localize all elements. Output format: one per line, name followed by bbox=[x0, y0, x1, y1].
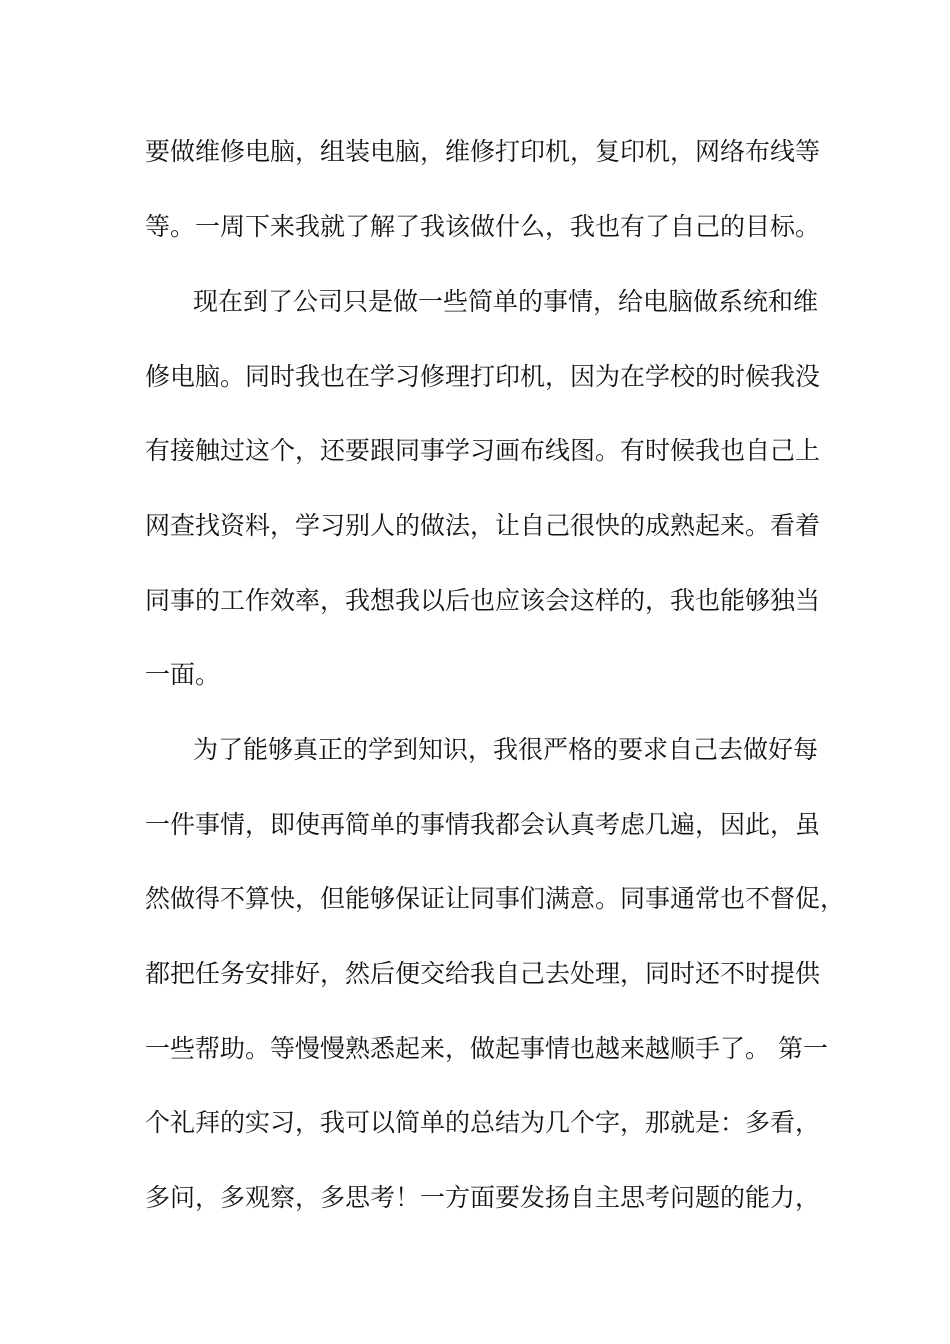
text-line: 修电脑。同时我也在学习修理打印机，因为在学校的时候我没 bbox=[145, 362, 821, 391]
text-line: 网查找资料，学习别人的做法，让自己很快的成熟起来。看着 bbox=[145, 511, 821, 540]
paragraph-start-line: 现在到了公司只是做一些简单的事情，给电脑做系统和维 bbox=[193, 287, 819, 316]
text-line: 要做维修电脑，组装电脑，维修打印机，复印机，网络布线等 bbox=[145, 137, 821, 166]
text-line: 同事的工作效率，我想我以后也应该会这样的，我也能够独当 bbox=[145, 586, 821, 615]
text-line: 有接触过这个，还要跟同事学习画布线图。有时候我也自己上 bbox=[145, 436, 821, 465]
text-line: 一面。 bbox=[145, 660, 221, 689]
paragraph-start-line: 为了能够真正的学到知识，我很严格的要求自己去做好每 bbox=[193, 735, 819, 764]
text-line: 等。一周下来我就了解了我该做什么，我也有了自己的目标。 bbox=[145, 212, 821, 241]
text-line: 多问，多观察，多思考！一方面要发扬自主思考问题的能力， bbox=[145, 1183, 821, 1212]
text-line: 然做得不算快，但能够保证让同事们满意。同事通常也不督促， bbox=[145, 884, 846, 913]
text-line: 个礼拜的实习，我可以简单的总结为几个字，那就是：多看， bbox=[145, 1108, 821, 1137]
text-line: 都把任务安排好，然后便交给我自己去处理，同时还不时提供 bbox=[145, 959, 821, 988]
text-line: 一些帮助。等慢慢熟悉起来，做起事情也越来越顺手了。 第一 bbox=[145, 1034, 828, 1063]
text-line: 一件事情，即使再简单的事情我都会认真考虑几遍，因此，虽 bbox=[145, 810, 821, 839]
